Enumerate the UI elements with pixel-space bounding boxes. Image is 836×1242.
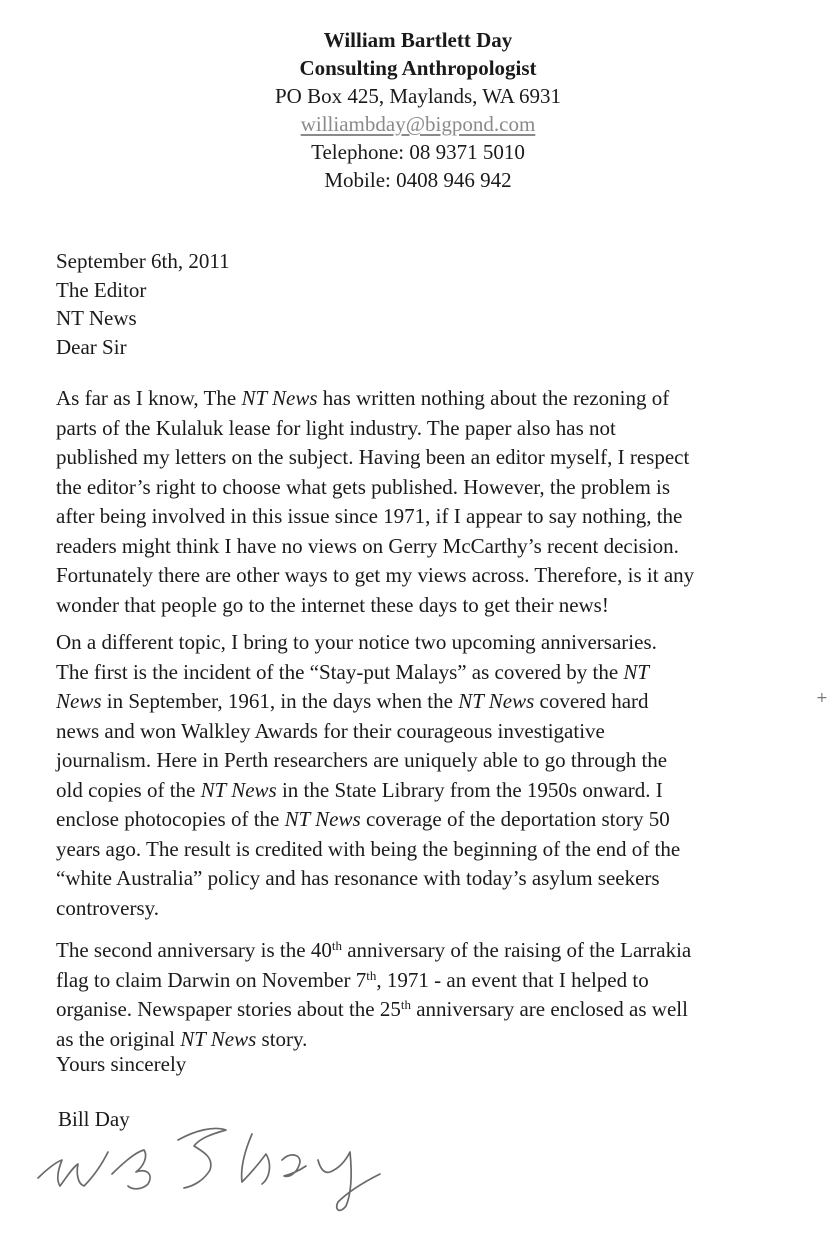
paragraph-line: as the original NT News story. [56,1026,308,1051]
paragraph-line: news and won Walkley Awards for their courageous investigative [56,718,605,743]
paragraph-line: published my letters on the subject. Having been an editor myself, I respect [56,445,690,469]
sender-address: PO Box 425, Maylands, WA 6931 [274,84,562,108]
paragraph-line: News in September, 1961, in the days when the NT News covered hard [56,689,649,713]
paragraph-line: organise. Newspaper stories about the 25th anniversary are enclosed as well [56,997,688,1021]
paragraph-line: Fortunately there are other ways to get my views across. Therefore, is it any [56,563,695,587]
sender-mobile: Mobile: 0408 946 942 [324,168,512,192]
paragraph-line: enclose photocopies of the NT News coverage of the deportation story 50 [56,807,670,831]
recipient-publication: NT News [56,306,137,330]
paragraph-line: flag to claim Darwin on November 7th, 1971 - an event that I helped to [56,967,649,992]
letter-date: September 6th, 2011 [56,249,230,273]
recipient-title: The Editor [56,277,147,302]
paragraph-line: journalism. Here in Perth researchers are uniquely able to go through the [56,748,668,772]
sender-telephone: Telephone: 08 9371 5010 [311,140,525,164]
paragraph-2 [56,628,796,923]
paragraph-line: The second anniversary is the 40th anniversary of the raising of the Larrakia [56,938,692,962]
recipient-block [56,247,230,361]
paragraph-line: wonder that people go to the internet these days to get their news! [56,592,609,617]
paragraph-1 [56,384,796,620]
letterhead [0,26,836,194]
paragraph-line: years ago. The result is credited with being the beginning of the end of the [56,836,681,861]
paragraph-line: the editor’s right to choose what gets published. However, the problem is [56,474,671,499]
paragraph-line: controversy. [56,895,160,920]
paragraph-line: after being involved in this issue since 1971, if I appear to say nothing, the [56,504,683,528]
paragraph-line: On a different topic, I bring to your notice two upcoming anniversaries. [56,630,657,654]
sender-name: William Bartlett Day [323,28,513,52]
paragraph-line: As far as I know, The NT News has written nothing about the rezoning of [56,386,670,410]
paragraph-line: “white Australia” policy and has resonance with today’s asylum seekers [56,866,660,890]
margin-mark: + [816,690,828,706]
signer-name: Bill Day [58,1107,130,1131]
closing: Yours sincerely [56,1052,187,1076]
paragraph-3 [56,936,796,1054]
paragraph-line: parts of the Kulaluk lease for light industry. The paper also has not [56,415,616,440]
paragraph-line: The first is the incident of the “Stay-put Malays” as covered by the NT [56,659,650,684]
sender-title: Consulting Anthropologist [299,56,537,80]
sender-email-link[interactable]: williambday@bigpond.com [300,112,536,136]
paragraph-line: readers might think I have no views on Gerry McCarthy’s recent decision. [56,533,679,558]
handwritten-signature [28,1090,408,1220]
salutation: Dear Sir [56,334,127,359]
paragraph-line: old copies of the NT News in the State Library from the 1950s onward. I [56,777,663,802]
